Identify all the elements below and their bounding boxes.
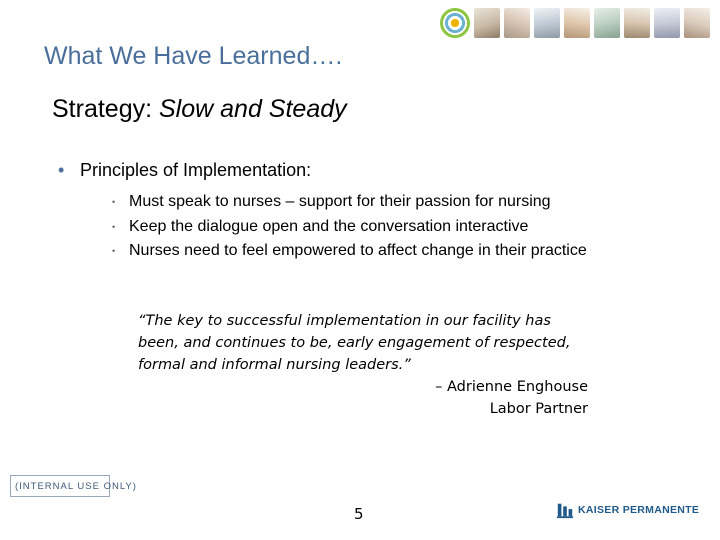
list-item-text: Must speak to nurses – support for their passion for nursing — [129, 193, 551, 210]
slide-title: What We Have Learned…. — [44, 42, 343, 70]
subtitle-emphasis: Slow and Steady — [159, 95, 347, 123]
header-photo-strip — [440, 6, 715, 40]
kaiser-permanente-logo — [556, 501, 699, 519]
concentric-circles-logo-icon — [440, 8, 470, 38]
bullet-dot-icon: • — [58, 160, 65, 180]
quote-block — [138, 310, 588, 420]
list-item-text: Keep the dialogue open and the conversation interactive — [129, 217, 529, 235]
sub-bullet-icon: • — [112, 197, 116, 207]
internal-use-label: (INTERNAL USE ONLY) — [10, 475, 110, 497]
quote-author-role: Labor Partner — [489, 401, 588, 417]
kaiser-permanente-symbol-icon — [556, 501, 574, 519]
list-item — [112, 239, 587, 264]
nurse-photo — [594, 8, 620, 38]
nurse-photo — [624, 8, 650, 38]
list-item — [112, 190, 587, 215]
nurse-photo — [684, 8, 710, 38]
sub-bullet-icon: • — [112, 221, 116, 232]
nurse-photo — [564, 8, 590, 38]
nurse-photo — [474, 8, 500, 38]
quote-author: – Adrienne Enghouse — [435, 379, 588, 395]
page-number: 5 — [354, 505, 364, 523]
list-item-text: Nurses need to feel empowered to affect change in their practice — [129, 242, 587, 259]
principles-heading: Principles of Implementation: — [80, 160, 312, 180]
sub-bullet-icon: • — [112, 246, 116, 256]
nurse-photo — [534, 8, 560, 38]
nurse-photo — [504, 8, 530, 38]
subtitle-prefix: Strategy: — [52, 95, 159, 123]
principles-list — [112, 190, 587, 264]
list-item — [112, 215, 587, 240]
quote-text: “The key to successful implementation in our facility has been, and continues to be, early engagement of respected, formal and informal nursing leaders.” — [138, 313, 571, 373]
nurse-photo — [654, 8, 680, 38]
principles-heading-row — [58, 160, 311, 181]
brand-name: KAISER PERMANENTE — [578, 504, 700, 516]
slide-subtitle — [52, 95, 347, 124]
